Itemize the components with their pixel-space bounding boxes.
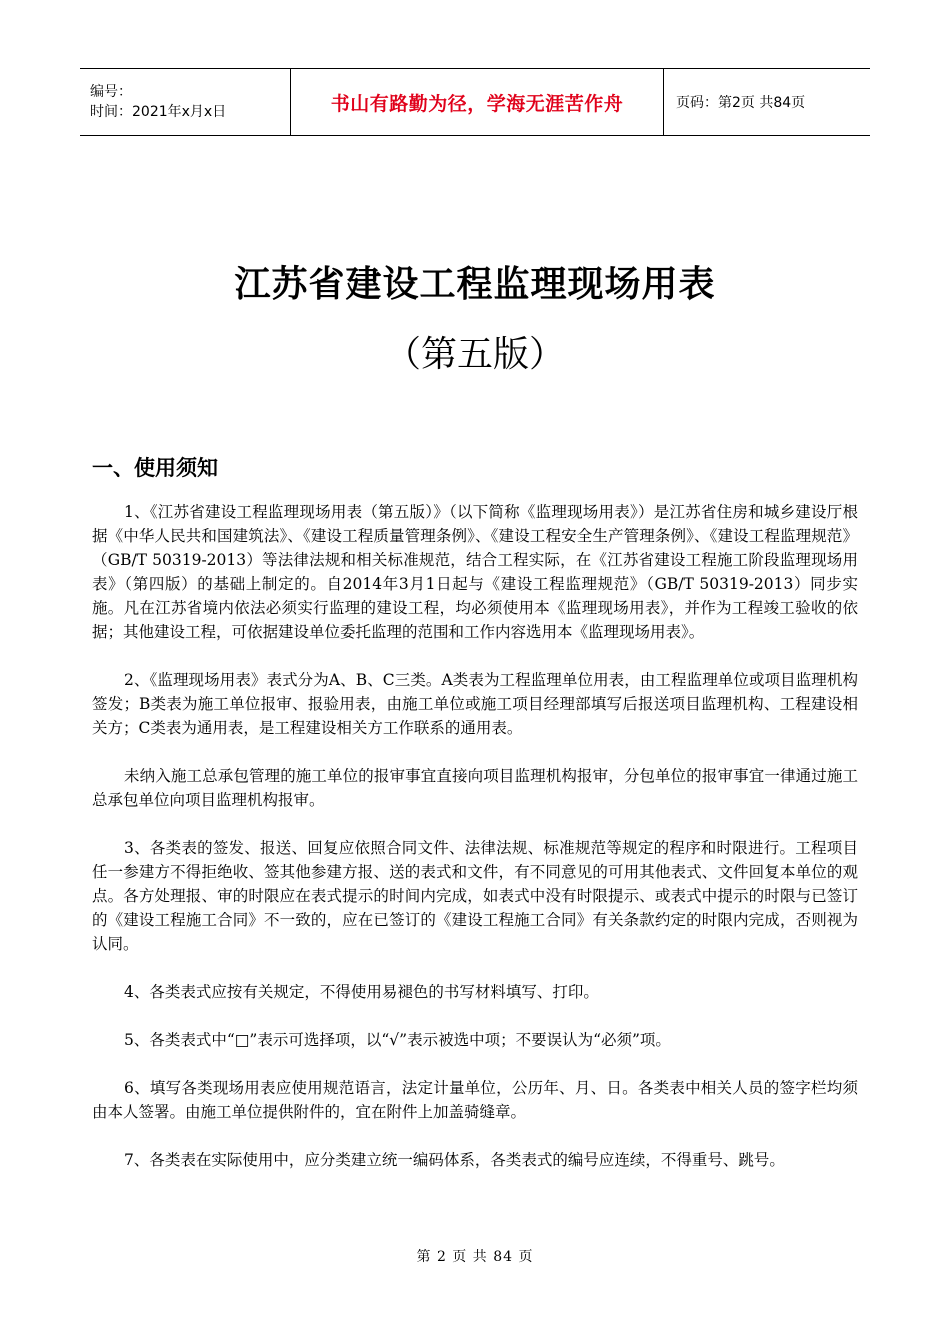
paragraph-6: 5、各类表式中“□”表示可选择项，以“√”表示被选中项；不要误认为“必须”项。 — [124, 1031, 671, 1049]
page-header — [80, 68, 870, 136]
paragraph-8: 7、各类表在实际使用中，应分类建立统一编码体系，各类表式的编号应连续，不得重号、跳号。 — [124, 1151, 785, 1169]
body-text — [92, 500, 858, 1196]
page-footer: 第 2 页 共 84 页 — [416, 1249, 534, 1265]
paragraph-1: 1、《江苏省建设工程监理现场用表（第五版）》（以下简称《监理现场用表》）是江苏省住房和城乡建设厅根据《中华人民共和国建筑法》、《建设工程质量管理条例》、《建设工程安全生产管理条例》、《建设工程监理规范》（GB/T 50319-2013）等法律法规和相关标准规范，结合工程实际，在《江苏省建设工程施工阶段监理现场用表》（第四版）的基础上制定的。自2014年3月1日起与《建设工程监理规范》（GB/T 50319-2013）同步实施。凡在江苏省境内依法必须实行监理的建设工程，均必须使用本《监理现场用表》，并作为工程竣工验收的依据；其他建设工程，可依据建设单位委托监理的范围和工作内容选用本《监理现场用表》。 — [92, 503, 858, 641]
paragraph-5: 4、各类表式应按有关规定，不得使用易褪色的书写材料填写、打印。 — [124, 983, 599, 1001]
paragraph-7: 6、填写各类现场用表应使用规范语言，法定计量单位，公历年、月、日。各类表中相关人员的签字栏均须由本人签署。由施工单位提供附件的，宜在附件上加盖骑缝章。 — [92, 1079, 858, 1121]
document-date: 时间：2021年x月x日 — [90, 104, 227, 120]
paragraph-3: 未纳入施工总承包管理的施工单位的报审事宜直接向项目监理机构报审，分包单位的报审事宜一律通过施工总承包单位向项目监理机构报审。 — [92, 767, 858, 809]
document-subtitle: （第五版） — [384, 334, 565, 375]
header-motto: 书山有路勤为径，学海无涯苦作舟 — [291, 69, 664, 136]
header-page-info: 页码：第2页 共84页 — [664, 69, 871, 136]
paragraph-4: 3、各类表的签发、报送、回复应依照合同文件、法律法规、标准规范等规定的程序和时限进行。工程项目任一参建方不得拒绝收、签其他参建方报、送的表式和文件，有不同意见的可用其他表式、文件回复本单位的观点。各方处理报、审的时限应在表式提示的时间内完成，如表式中没有时限提示、或表式中提示的时限与已签订的《建设工程施工合同》不一致的，应在已签订的《建设工程施工合同》有关条款约定的时限内完成，否则视为认同。 — [92, 839, 858, 953]
paragraph-2: 2、《监理现场用表》表式分为A、B、C三类。A类表为工程监理单位用表，由工程监理单位或项目监理机构签发；B类表为施工单位报审、报验用表，由施工单位或施工项目经理部填写后报送项目监理机构、工程建设相关方；C类表为通用表，是工程建设相关方工作联系的通用表。 — [92, 671, 858, 737]
document-number-label: 编号： — [90, 84, 132, 100]
header-left-cell — [80, 69, 291, 136]
section-heading: 一、使用须知 — [92, 456, 218, 480]
document-title: 江苏省建设工程监理现场用表 — [234, 264, 716, 305]
